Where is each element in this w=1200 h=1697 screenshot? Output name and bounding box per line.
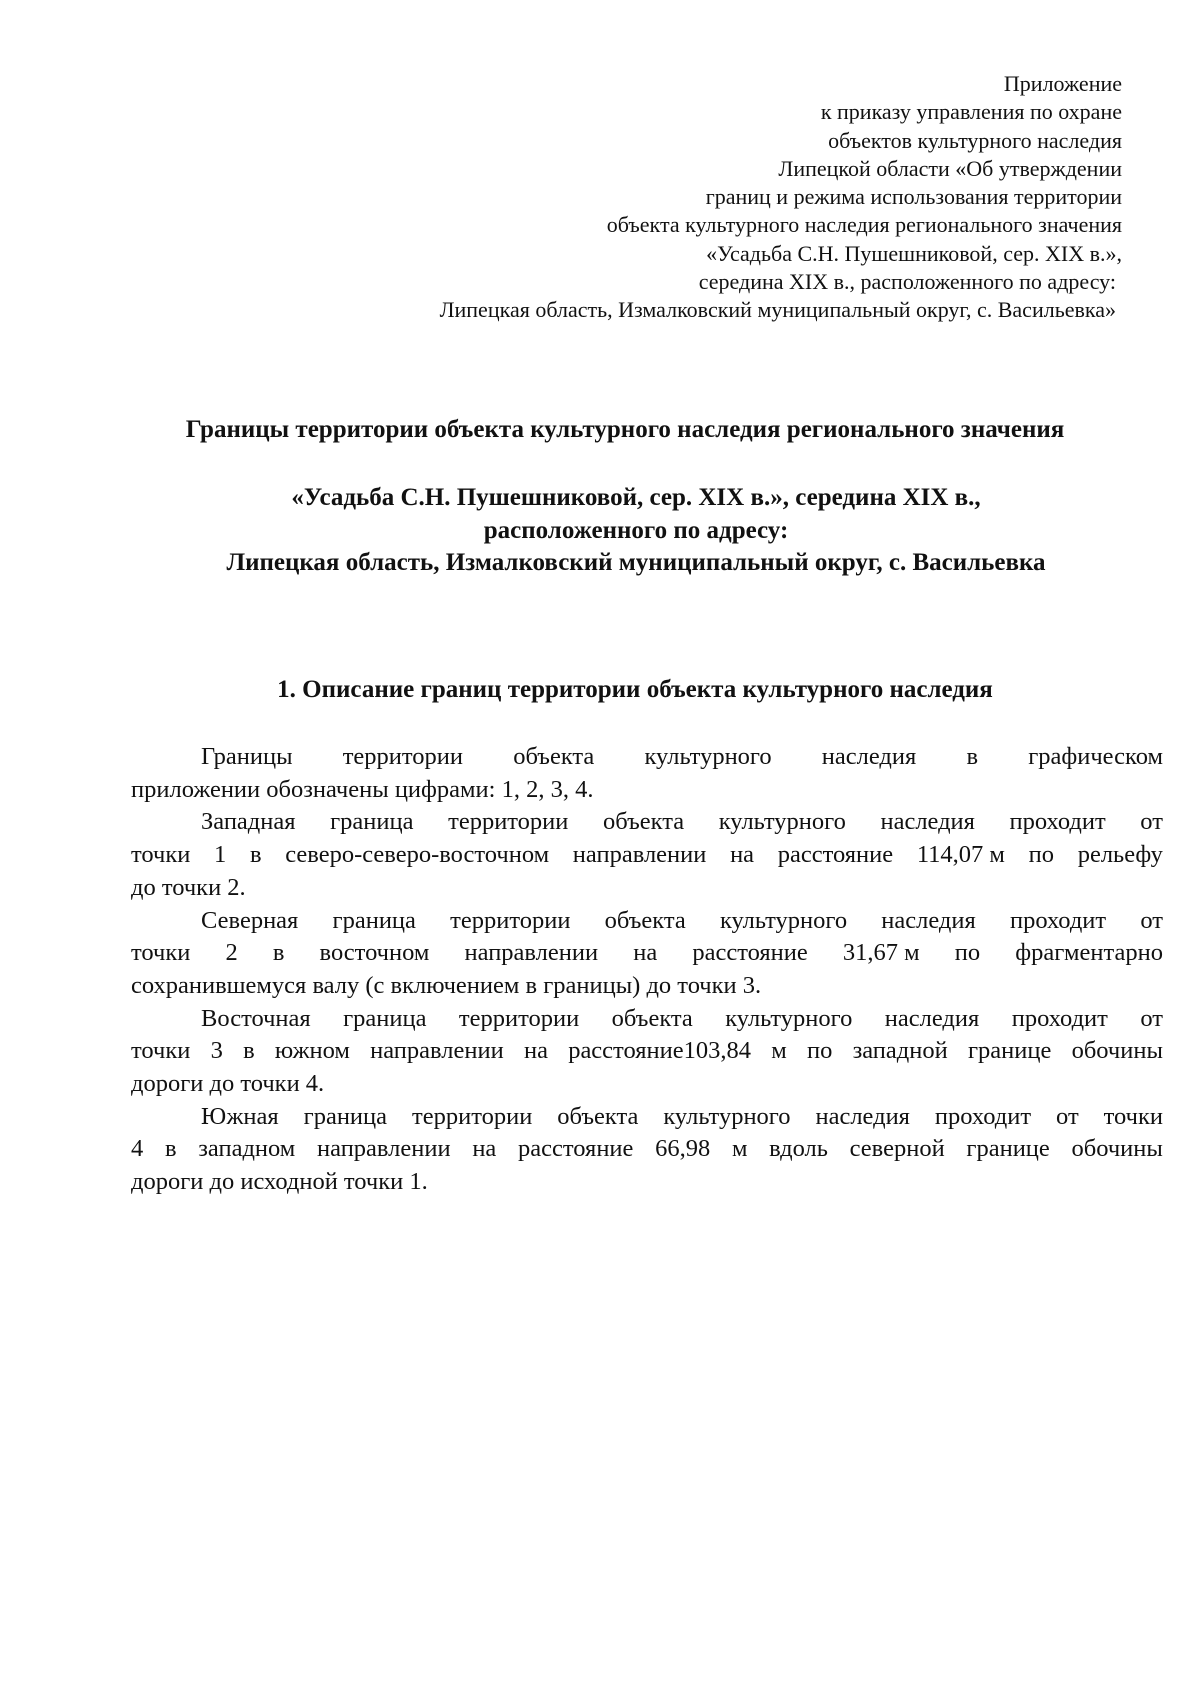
word: направлении	[370, 1037, 504, 1065]
word: рельефу	[1077, 841, 1163, 869]
body-paragraph	[131, 1003, 1163, 1101]
object-title	[0, 482, 1200, 580]
word: по	[806, 1037, 833, 1065]
word: восточном	[319, 939, 430, 967]
word: территории	[448, 808, 569, 836]
paragraph-last-line: дороги до точки 4.	[131, 1070, 325, 1098]
word: западной	[852, 1037, 948, 1065]
word: южном	[274, 1037, 350, 1065]
word: на	[730, 841, 755, 869]
word: западном	[198, 1135, 296, 1163]
paragraph-last-line: приложении обозначены цифрами: 1, 2, 3, 4.	[131, 775, 594, 803]
word: объекта	[513, 743, 595, 770]
paragraph-last-line: до точки 2.	[131, 873, 246, 901]
word: точки	[131, 841, 191, 869]
document-title	[0, 414, 1200, 446]
object-title-line: расположенного по адресу:	[483, 516, 789, 544]
word: обочины	[1071, 1135, 1163, 1163]
word: культурного	[644, 743, 772, 770]
word: м	[731, 1135, 748, 1163]
word: граница	[303, 1102, 388, 1130]
word: 1	[214, 841, 227, 869]
paragraph-last-line: сохранившемуся валу (с включением в границы) до точки 3.	[131, 971, 762, 999]
word: по	[954, 939, 981, 967]
word: расстояние103,84	[568, 1037, 751, 1065]
paragraph-line	[131, 937, 1163, 970]
appendix-line: к приказу управления по охране	[820, 99, 1122, 125]
word: Северная	[201, 906, 299, 934]
word: от	[1056, 1102, 1079, 1130]
word: от	[1140, 906, 1163, 934]
word: фрагментарно	[1015, 939, 1163, 967]
word: проходит	[1009, 808, 1106, 836]
word: 2	[225, 939, 238, 967]
object-title-line: Липецкая область, Измалковский муниципальный округ, с. Васильевка	[226, 549, 1046, 576]
word: в	[966, 743, 979, 770]
appendix-line: середина XIX в., расположенного по адресу:	[698, 269, 1116, 295]
word: Южная	[201, 1102, 279, 1130]
word: культурного	[719, 906, 848, 934]
word: от	[1140, 1004, 1163, 1032]
word: на	[633, 939, 658, 967]
word: культурного	[718, 808, 846, 836]
section-heading	[0, 674, 1200, 706]
section-heading-text: 1. Описание границ территории объекта культурного наследия	[277, 676, 993, 703]
word: точки	[131, 1037, 191, 1065]
word: 114,07 м	[916, 841, 1005, 869]
word: граница	[332, 906, 416, 934]
word: границе	[967, 1037, 1052, 1065]
word: обочины	[1071, 1037, 1163, 1065]
word: территории	[412, 1102, 533, 1130]
word: территории	[458, 1004, 580, 1032]
word: направлении	[572, 841, 707, 869]
word: точки	[131, 939, 191, 967]
word: по	[1028, 841, 1055, 869]
word: расстояние	[777, 841, 894, 869]
word: 66,98	[655, 1135, 711, 1163]
word: северо-северо-восточном	[285, 841, 550, 869]
body-paragraph	[131, 806, 1163, 904]
word: вдоль	[769, 1135, 828, 1163]
word: от	[1140, 808, 1163, 836]
word: проходит	[1011, 1004, 1108, 1032]
word: культурного	[663, 1102, 791, 1130]
appendix-line: «Усадьба С.Н. Пушешниковой, сер. XIX в.»,	[706, 240, 1122, 266]
word: в	[272, 939, 285, 967]
word: проходит	[934, 1102, 1032, 1130]
paragraph-line	[131, 839, 1163, 872]
word: направлении	[464, 939, 599, 967]
word: 4	[131, 1135, 144, 1163]
appendix-line: объектов культурного наследия	[828, 127, 1122, 153]
body-paragraph	[131, 741, 1163, 806]
paragraph-last-line: дороги до исходной точки 1.	[131, 1168, 428, 1196]
word: наследия	[821, 743, 917, 770]
body-paragraph	[131, 905, 1163, 1003]
word: проходит	[1009, 906, 1107, 934]
word: на	[472, 1135, 497, 1163]
word: расстояние	[518, 1135, 634, 1163]
word: границе	[966, 1135, 1050, 1163]
word: в	[164, 1135, 177, 1163]
word: точки	[1103, 1102, 1163, 1130]
word: объекта	[603, 808, 685, 836]
word: наследия	[815, 1102, 910, 1130]
document-title-line: Границы территории объекта культурного наследия регионального значения	[185, 416, 1065, 443]
word: расстояние	[692, 939, 808, 967]
word: 3	[210, 1037, 223, 1065]
paragraph-line	[131, 1003, 1163, 1036]
word: наследия	[881, 906, 976, 934]
word: культурного	[725, 1004, 853, 1032]
word: наследия	[880, 808, 975, 836]
body-text	[131, 741, 1163, 1199]
word: направлении	[317, 1135, 451, 1163]
paragraph-line	[131, 741, 1163, 774]
paragraph-line	[131, 1133, 1163, 1166]
appendix-line: объекта культурного наследия регионального значения	[606, 212, 1122, 238]
word: на	[523, 1037, 548, 1065]
word: м	[771, 1037, 787, 1065]
word: объекта	[611, 1004, 693, 1032]
word: в	[249, 841, 262, 869]
word: северной	[849, 1135, 945, 1163]
word: территории	[342, 743, 464, 770]
body-paragraph	[131, 1101, 1163, 1199]
appendix-line: Приложение	[1003, 71, 1122, 96]
word: граница	[330, 808, 414, 836]
paragraph-line	[131, 1035, 1163, 1068]
word: Западная	[201, 808, 296, 836]
word: объекта	[557, 1102, 639, 1130]
word: Границы	[201, 743, 293, 770]
word: графическом	[1028, 743, 1163, 770]
word: граница	[343, 1004, 427, 1032]
paragraph-line	[131, 905, 1163, 938]
word: объекта	[604, 906, 686, 934]
paragraph-line	[131, 1101, 1163, 1134]
word: наследия	[884, 1004, 980, 1032]
word: в	[243, 1037, 255, 1065]
appendix-line: Липецкой области «Об утверждении	[778, 155, 1122, 181]
object-title-line: «Усадьба С.Н. Пушешниковой, сер. XIX в.», середина XIX в.,	[291, 484, 981, 511]
appendix-line: границ и режима использования территории	[705, 184, 1122, 210]
appendix-line: Липецкая область, Измалковский муниципальный округ, с. Васильевка»	[439, 297, 1116, 323]
paragraph-line	[131, 806, 1163, 839]
word: Восточная	[201, 1004, 311, 1032]
word: территории	[450, 906, 571, 934]
appendix-header	[0, 70, 1200, 325]
word: 31,67 м	[842, 939, 920, 967]
